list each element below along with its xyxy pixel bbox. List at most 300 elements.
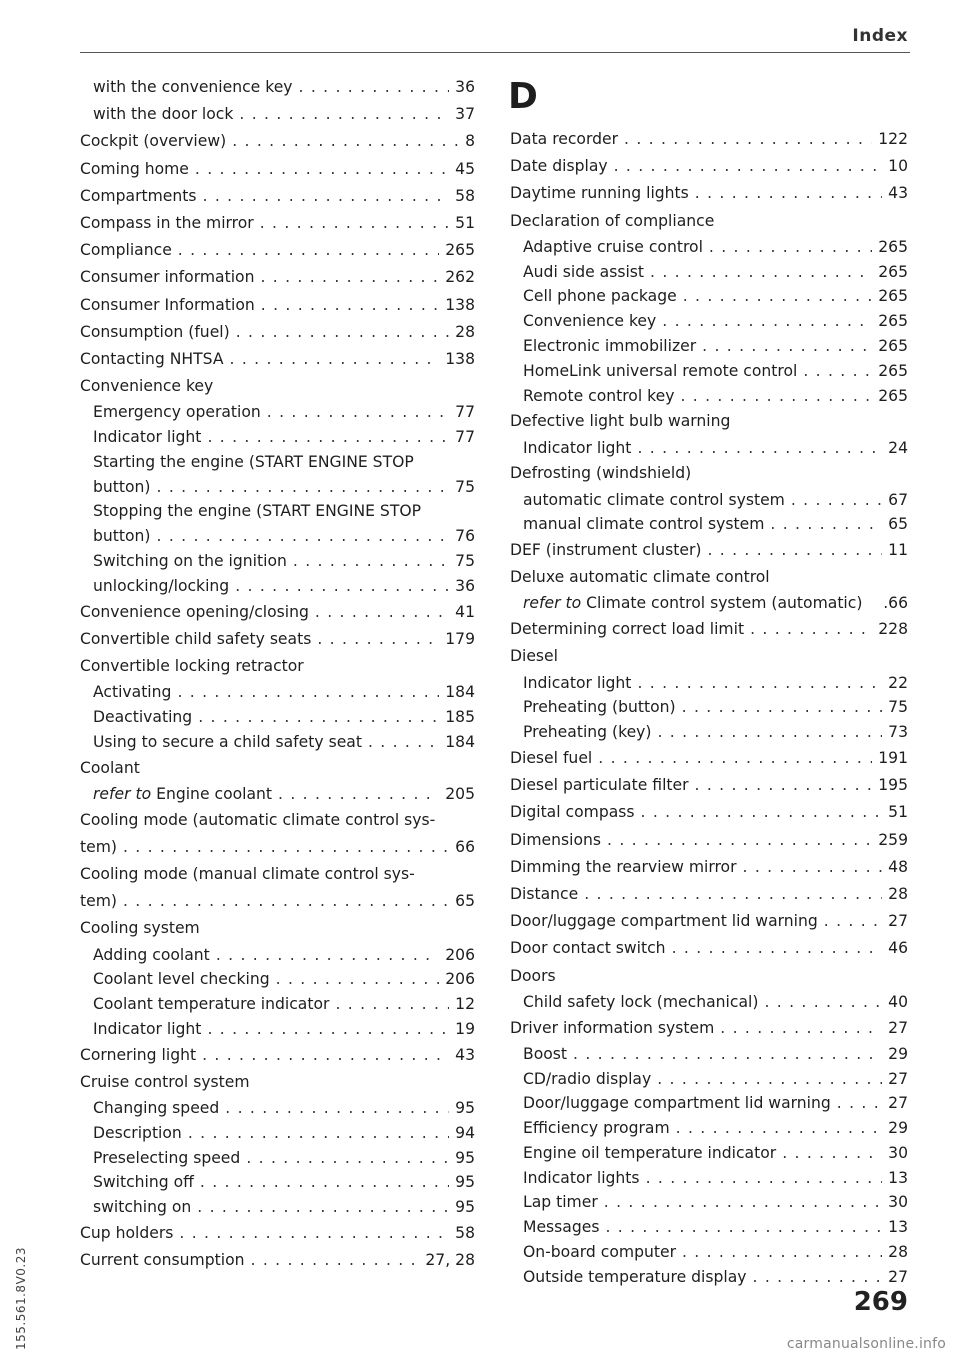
index-entry: [80, 888, 475, 915]
entry-text: button): [93, 477, 151, 496]
page-number: 269: [853, 1287, 908, 1317]
entry-term: [80, 782, 272, 807]
entry-page: 265: [878, 386, 908, 405]
entry-term: [510, 408, 730, 435]
entry-text: Cell phone package: [523, 287, 677, 306]
entry-text: Indicator light: [93, 1019, 202, 1038]
entry-term: [510, 963, 556, 990]
index-entry: [510, 1015, 908, 1042]
entry-text: Convertible locking retractor: [80, 657, 304, 675]
entry-term: [80, 1042, 196, 1069]
entry-term: [80, 346, 224, 373]
entry-page: 36: [455, 576, 475, 595]
entry-term: [510, 153, 608, 180]
entry-term: [510, 180, 689, 207]
index-entry: [510, 126, 908, 153]
entry-text: DEF (instrument cluster): [510, 541, 702, 560]
leader-dots: [803, 359, 872, 384]
entry-text: automatic climate control system: [523, 490, 785, 509]
index-entry: [80, 782, 475, 807]
index-entry: [510, 235, 908, 260]
index-entry: [80, 574, 475, 599]
index-entry: [510, 671, 908, 696]
index-entry: [510, 591, 908, 616]
entry-page: 94: [455, 1123, 475, 1142]
leader-dots: [824, 908, 882, 935]
entry-term: [80, 755, 140, 782]
entry-term: [510, 1240, 676, 1265]
entry-text: Consumer information: [80, 268, 255, 287]
entry-term: [510, 827, 601, 854]
entry-text: Cup holders: [80, 1224, 174, 1243]
entry-page: 29: [888, 1119, 908, 1138]
leader-dots: [680, 384, 872, 409]
entry-term: [510, 935, 666, 962]
entry-text: Coolant: [80, 758, 140, 777]
index-entry: [510, 537, 908, 564]
index-column-left: [80, 74, 475, 1274]
entry-page: 184: [445, 732, 475, 751]
leader-dots: [837, 1091, 882, 1116]
index-entry: [510, 1215, 908, 1240]
leader-dots: [123, 888, 449, 915]
leader-dots: [584, 881, 882, 908]
index-entry: [510, 1240, 908, 1265]
entry-term: [510, 720, 651, 745]
entry-page: 29: [888, 1044, 908, 1063]
index-entry: [510, 408, 908, 435]
entry-text: Compliance: [80, 241, 172, 260]
entry-text: Dimensions: [510, 830, 602, 849]
index-entry: [510, 881, 908, 908]
entry-page: 58: [455, 1224, 475, 1243]
index-entry: [80, 101, 475, 128]
entry-term: [510, 309, 656, 334]
entry-page: 28: [888, 884, 908, 903]
entry-text: Lap timer: [523, 1193, 598, 1212]
entry-text: Date display: [510, 157, 608, 176]
leader-dots: [695, 772, 873, 799]
entry-page: 65: [888, 515, 908, 534]
entry-page: 265: [878, 312, 908, 331]
leader-dots: [310, 653, 469, 680]
entry-page: 265: [878, 237, 908, 256]
entry-page: 13: [888, 1218, 908, 1237]
entry-term: [80, 1247, 245, 1274]
leader-dots: [256, 1069, 469, 1096]
index-entry: [510, 564, 908, 591]
entry-page: 73: [888, 723, 908, 742]
entry-term: [510, 235, 703, 260]
entry-text: Door/luggage compartment lid warning: [523, 1094, 831, 1113]
entry-text: Coolant level checking: [93, 970, 270, 989]
leader-dots: [641, 799, 883, 826]
entry-term: [510, 695, 676, 720]
index-entry: [80, 1146, 475, 1171]
entry-term: [510, 1042, 567, 1067]
entry-term: [80, 834, 117, 861]
leader-dots: [683, 284, 873, 309]
entry-term: [80, 128, 226, 155]
leader-dots: [236, 319, 449, 346]
entry-term: [510, 1015, 714, 1042]
entry-term: [80, 1220, 173, 1247]
entry-text: Electronic immobilizer: [523, 336, 697, 355]
entry-term: [80, 237, 172, 264]
entry-page: 95: [455, 1173, 475, 1192]
entry-page: 191: [878, 749, 908, 768]
entry-term: [510, 990, 758, 1015]
entry-term: [510, 772, 689, 799]
entry-term: [510, 616, 744, 643]
index-entry: [80, 499, 475, 524]
index-entry: [510, 1265, 908, 1290]
entry-page: 37: [455, 105, 475, 124]
entry-text: Switching off: [93, 1173, 194, 1192]
leader-dots: [235, 574, 449, 599]
entry-term: [80, 373, 213, 400]
entry-text: Compass in the mirror: [80, 213, 254, 232]
entry-text: Preheating (button): [523, 698, 676, 717]
index-entry: [80, 1195, 475, 1220]
entry-term: [510, 1141, 776, 1166]
entry-term: [80, 524, 151, 549]
entry-page: 43: [888, 184, 908, 203]
entry-text: Compartments: [80, 186, 197, 205]
entry-text: Defrosting (windshield): [510, 464, 692, 483]
entry-term: [80, 992, 329, 1017]
entry-text: Climate control system (automatic): [586, 594, 863, 613]
entry-text: Cornering light: [80, 1045, 197, 1064]
entry-text: Outside temperature display: [523, 1267, 747, 1286]
entry-page: 138: [445, 295, 475, 314]
entry-term: [510, 359, 797, 384]
entry-text: Coolant temperature indicator: [93, 995, 330, 1014]
leader-dots: [646, 1166, 883, 1191]
entry-term: [80, 599, 309, 626]
entry-text: Diesel particulate filter: [510, 776, 689, 795]
entry-text: Convenience key: [523, 312, 657, 331]
entry-page: 76: [455, 527, 475, 546]
entry-page: 259: [878, 830, 908, 849]
entry-page: 265: [878, 262, 908, 281]
leader-dots: [702, 334, 872, 359]
entry-term: [510, 126, 618, 153]
index-entry: [510, 488, 908, 513]
index-entry: [80, 755, 475, 782]
entry-text: Driver information system: [510, 1018, 715, 1037]
leader-dots: [317, 626, 439, 653]
entry-text: Preselecting speed: [93, 1148, 241, 1167]
entry-text: HomeLink universal remote control: [523, 361, 798, 380]
entry-text: Stopping the engine (START ENGINE STOP: [93, 502, 422, 521]
index-entry: [510, 720, 908, 745]
entry-text: Indicator light: [523, 438, 632, 457]
page-title: Index: [852, 26, 908, 46]
leader-dots: [200, 1170, 449, 1195]
index-entry: [510, 908, 908, 935]
entry-term: [80, 475, 151, 500]
entry-term: [510, 908, 818, 935]
entry-text: Dimming the rearview mirror: [510, 857, 737, 876]
leader-dots: [720, 1015, 882, 1042]
entry-text: Declaration of compliance: [510, 211, 715, 230]
entry-page: 24: [888, 438, 908, 457]
entry-page: 95: [455, 1099, 475, 1118]
leader-dots: [278, 782, 439, 807]
index-entry: [80, 264, 475, 291]
leader-dots: [230, 346, 440, 373]
leader-dots: [604, 1190, 882, 1215]
index-entry: [80, 373, 475, 400]
entry-term: [80, 101, 233, 128]
index-entry: [510, 616, 908, 643]
entry-text: manual climate control system: [523, 515, 765, 534]
leader-dots: [202, 1042, 449, 1069]
entry-text: Cooling system: [80, 919, 200, 938]
entry-text: Convenience opening/closing: [80, 602, 309, 621]
entry-page: 12: [455, 995, 475, 1014]
entry-page: 13: [888, 1168, 908, 1187]
index-entry: [80, 967, 475, 992]
entry-page: 185: [445, 707, 475, 726]
index-entry: [510, 1190, 908, 1215]
entry-page: 28: [455, 322, 475, 341]
entry-text: switching on: [93, 1198, 192, 1217]
entry-page: 36: [455, 78, 475, 96]
leader-dots: [720, 208, 902, 235]
leader-dots: [219, 373, 469, 400]
leader-dots: [239, 101, 449, 128]
entry-term: [510, 260, 644, 285]
entry-term: [80, 1146, 240, 1171]
index-entry: [80, 1247, 475, 1274]
entry-term: [510, 745, 592, 772]
entry-page: 11: [888, 541, 908, 560]
section-letter: D: [508, 76, 538, 117]
leader-dots: [776, 564, 902, 591]
entry-term: [80, 292, 255, 319]
entry-term: [510, 1265, 747, 1290]
leader-dots: [276, 967, 440, 992]
entry-term: [80, 74, 293, 101]
leader-dots: [261, 292, 439, 319]
entry-text: Efficiency program: [523, 1119, 670, 1138]
index-entry: [80, 524, 475, 549]
entry-term: [510, 1116, 670, 1141]
entry-text: CD/radio display: [523, 1069, 652, 1088]
entry-term: [80, 943, 210, 968]
entry-text: Coming home: [80, 159, 189, 178]
entry-text: Preheating (key): [523, 723, 652, 742]
index-entry: [510, 745, 908, 772]
entry-page: 205: [445, 784, 475, 803]
index-entry: [510, 643, 908, 670]
index-entry: [80, 156, 475, 183]
index-entry: [510, 1141, 908, 1166]
entry-page: 206: [445, 945, 475, 964]
index-entry: [80, 599, 475, 626]
entry-term: [80, 861, 415, 888]
entry-term: [80, 705, 192, 730]
entry-page: 265: [445, 241, 475, 260]
index-entry: [80, 292, 475, 319]
entry-term: [80, 1017, 201, 1042]
leader-dots: [177, 680, 439, 705]
entry-text: Description: [93, 1123, 182, 1142]
entry-page: 45: [455, 159, 475, 178]
leader-dots: [753, 1265, 883, 1290]
entry-text: Convenience key: [80, 377, 214, 396]
entry-term: [510, 1190, 598, 1215]
index-entry: [510, 1091, 908, 1116]
entry-term: [510, 1215, 599, 1240]
index-entry: [510, 334, 908, 359]
index-entry: [80, 807, 475, 834]
entry-term: [80, 730, 362, 755]
index-entry: [80, 346, 475, 373]
entry-page: 40: [888, 992, 908, 1011]
entry-text: Contacting NHTSA: [80, 349, 224, 368]
entry-term: [80, 549, 287, 574]
entry-text: Diesel: [510, 647, 558, 666]
index-entry: [80, 450, 475, 475]
entry-term: [510, 671, 631, 696]
entry-page: 51: [888, 803, 908, 822]
leader-dots: [251, 1247, 420, 1274]
entry-page: 27: [888, 1069, 908, 1088]
leader-dots: [260, 210, 449, 237]
entry-page: 27: [888, 1094, 908, 1113]
leader-dots: [260, 264, 439, 291]
index-entry: [80, 400, 475, 425]
index-entry: [80, 74, 475, 101]
leader-dots: [299, 74, 450, 101]
entry-text: Deluxe automatic climate control: [510, 568, 770, 587]
entry-text: Data recorder: [510, 130, 619, 148]
index-entry: [510, 1067, 908, 1092]
leader-dots: [657, 1067, 882, 1092]
entry-page: 265: [878, 361, 908, 380]
index-entry: [80, 680, 475, 705]
index-entry: [510, 460, 908, 487]
entry-text: with the door lock: [93, 105, 234, 124]
entry-text: Cooling mode (manual climate control sys-: [80, 864, 415, 883]
entry-text: Changing speed: [93, 1099, 220, 1118]
entry-page: 66: [455, 837, 475, 856]
side-code-text: 155.561.8V0.23: [14, 1247, 28, 1350]
index-entry: [80, 425, 475, 450]
leader-dots: [764, 990, 882, 1015]
leader-dots: [770, 512, 882, 537]
index-entry: [510, 1116, 908, 1141]
entry-page: 27, 28: [425, 1251, 475, 1270]
entry-term: [80, 888, 117, 915]
entry-page: 75: [888, 698, 908, 717]
entry-page: 10: [888, 157, 908, 176]
entry-page: 28: [888, 1243, 908, 1262]
entry-term: [80, 653, 304, 680]
entry-text: Emergency operation: [93, 403, 261, 422]
entry-term: [510, 854, 737, 881]
leader-dots: [188, 1121, 449, 1146]
entry-term: [510, 208, 714, 235]
index-entry: [80, 915, 475, 942]
entry-text: Determining correct load limit: [510, 620, 745, 639]
index-entry: [510, 309, 908, 334]
leader-dots: [868, 591, 877, 616]
leader-dots: [198, 705, 439, 730]
entry-text: Adaptive cruise control: [523, 237, 703, 256]
entry-page: 67: [888, 490, 908, 509]
leader-dots: [662, 309, 872, 334]
entry-term: [510, 799, 635, 826]
entry-page: 51: [455, 213, 475, 232]
entry-term: [510, 1091, 831, 1116]
entry-term: [80, 264, 254, 291]
entry-page: 48: [888, 857, 908, 876]
leader-dots: [750, 616, 872, 643]
entry-term: [80, 1170, 194, 1195]
leader-dots: [441, 807, 469, 834]
leader-dots: [682, 1240, 882, 1265]
leader-dots: [564, 643, 902, 670]
index-entry: [80, 1220, 475, 1247]
index-entry: [80, 1170, 475, 1195]
watermark: carmanualsonline.info: [786, 1336, 946, 1352]
leader-dots: [605, 1215, 882, 1240]
entry-text: Messages: [523, 1218, 600, 1237]
entry-page: 75: [455, 552, 475, 571]
index-entry: [80, 653, 475, 680]
leader-dots: [335, 992, 449, 1017]
entry-text: Cruise control system: [80, 1072, 250, 1091]
entry-term: [510, 460, 691, 487]
leader-dots: [197, 1195, 449, 1220]
index-entry: [80, 861, 475, 888]
entry-page: 19: [455, 1019, 475, 1038]
index-entry: [510, 384, 908, 409]
entry-page: 41: [455, 602, 475, 621]
leader-dots: [203, 183, 450, 210]
entry-text: Engine oil temperature indicator: [523, 1143, 777, 1162]
leader-dots: [657, 720, 882, 745]
entry-text: Starting the engine (START ENGINE STOP: [93, 452, 414, 471]
entry-term: [80, 915, 200, 942]
index-entry: [80, 1069, 475, 1096]
leader-dots: [427, 499, 469, 524]
index-entry: [80, 1121, 475, 1146]
leader-dots: [709, 235, 872, 260]
leader-dots: [420, 450, 469, 475]
index-entry: [510, 436, 908, 461]
index-entry: [80, 705, 475, 730]
index-entry: [510, 284, 908, 309]
index-entry: [80, 943, 475, 968]
entry-text: Indicator light: [523, 673, 632, 692]
leader-dots: [650, 260, 872, 285]
entry-page: 95: [455, 1148, 475, 1167]
entry-text: button): [93, 527, 151, 546]
index-entry: [510, 799, 908, 826]
index-entry: [510, 827, 908, 854]
entry-term: [510, 564, 770, 591]
entry-term: [510, 512, 764, 537]
leader-dots: [225, 1096, 449, 1121]
index-entry: [510, 695, 908, 720]
leader-dots: [672, 935, 883, 962]
entry-page: 122: [878, 130, 908, 148]
